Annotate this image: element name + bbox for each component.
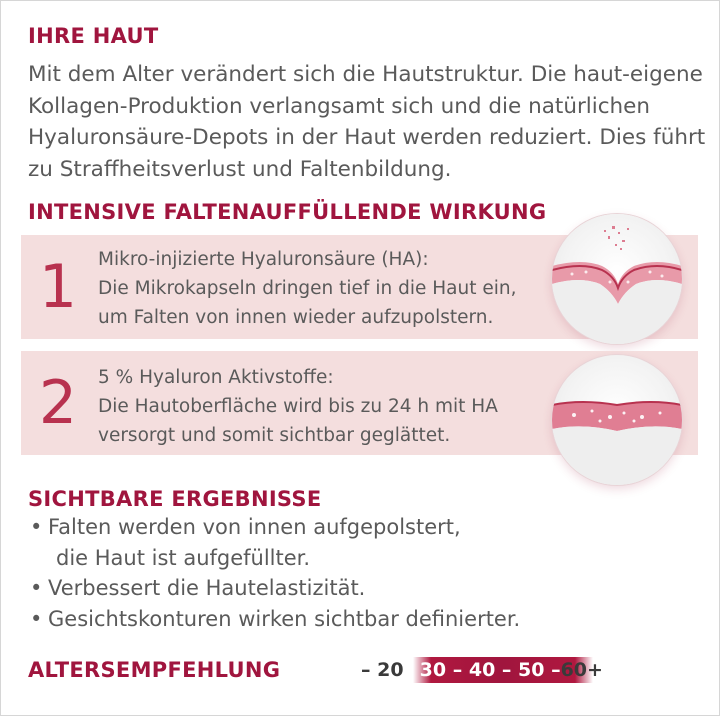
effect-item-2-line3: versorgt und somit sichtbar geglättet. <box>98 425 451 446</box>
effect-item-1-number: 1 <box>38 252 78 322</box>
effect-item-1-line2: Die Mikrokapseln dringen tief in die Haut ein, <box>98 278 517 299</box>
effect-item-2-title: 5 % Hyaluron Aktivstoffe: <box>98 367 334 388</box>
age-scale <box>361 655 661 685</box>
skin-cross-section-smooth-icon <box>552 355 682 485</box>
list-item: • Falten werden von innen aufgepolstert, <box>28 512 520 543</box>
bullet-icon: • <box>30 606 43 631</box>
list-item: • Gesichtskonturen wirken sichtbar definierter. <box>28 604 520 635</box>
effect-heading: INTENSIVE FALTENAUFFÜLLENDE WIRKUNG <box>28 200 547 224</box>
effect-item-1-title: Mikro-injizierte Hyaluronsäure (HA): <box>98 249 429 270</box>
skin-heading: IHRE HAUT <box>28 24 159 48</box>
age-label-start: – 20 <box>361 659 404 681</box>
age-label-end: 60+ <box>560 659 603 681</box>
effect-item-2-number: 2 <box>38 368 78 438</box>
age-label-highlight: – 30 – 40 – 50 – <box>403 659 561 681</box>
effect-item-2-line2: Die Hautoberfläche wird bis zu 24 h mit HA <box>98 396 498 417</box>
bullet-icon: • <box>30 515 43 539</box>
list-item: • Verbessert die Hautelastizität. <box>28 573 520 604</box>
effect-item-1-line3: um Falten von innen wieder aufzupolstern. <box>98 307 494 328</box>
skin-description: Mit dem Alter verändert sich die Hautstruktur. Die haut-eigene Kollagen-Produktion verlangsamt sich und die natürlichen Hyaluronsäure-Depots in der Haut werden reduziert. Dies führt zu Straffheitsverlust und Faltenbildung. <box>28 62 706 182</box>
results-list <box>28 512 520 634</box>
list-item-continuation: die Haut ist aufgefüllter. <box>56 545 311 570</box>
bullet-icon: • <box>30 576 43 600</box>
age-heading: ALTERSEMPFEHLUNG <box>28 658 281 682</box>
skin-cross-section-wrinkle-icon <box>552 214 682 344</box>
results-heading: SICHTBARE ERGEBNISSE <box>28 487 322 511</box>
